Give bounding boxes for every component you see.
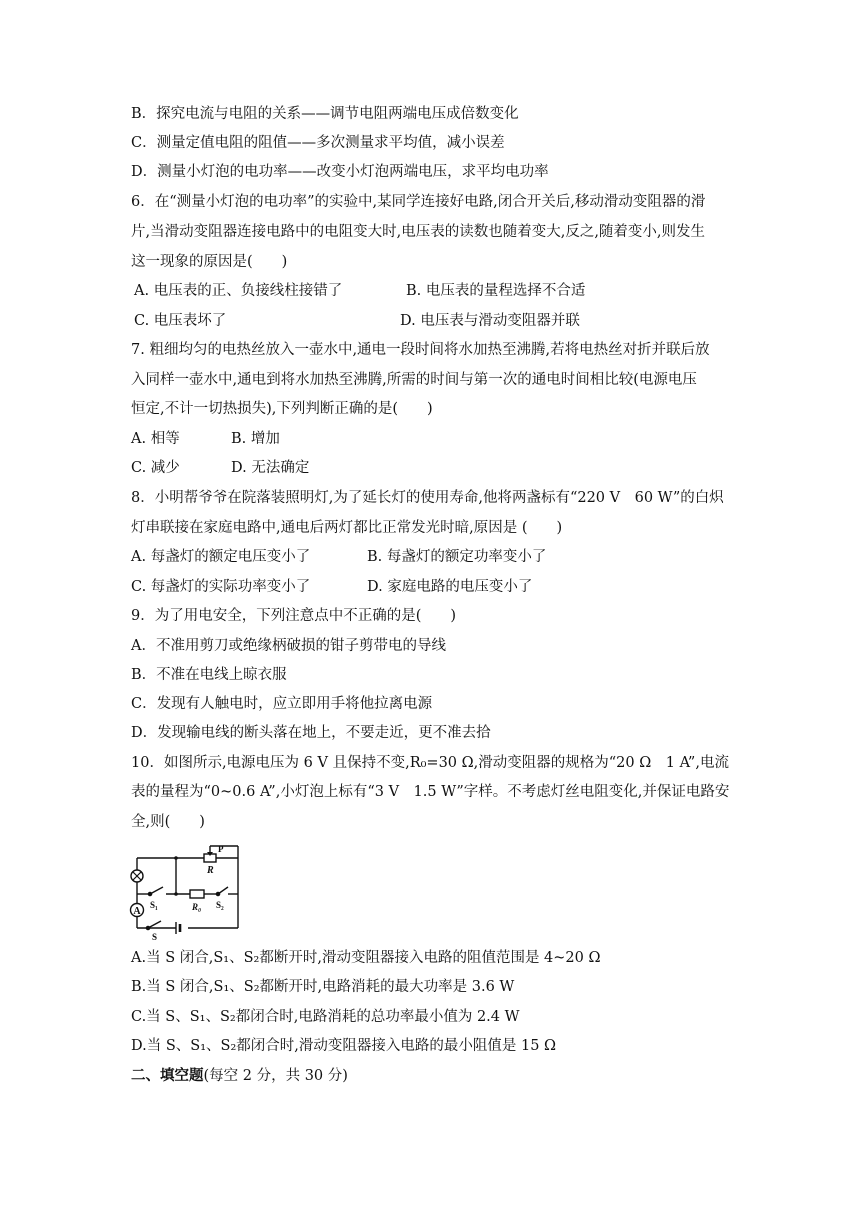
q8-option-d: D. 家庭电路的电压变小了 [367,579,533,595]
label-r: R [207,865,214,876]
label-s2: S₂ [216,900,224,910]
q5-option-b: B．探究电流与电阻的关系——调节电阻两端电压成倍数变化 [131,106,519,122]
q5-option-c: C．测量定值电阻的阻值——多次测量求平均值，减小误差 [131,135,505,151]
q10-stem-line2: 表的量程为“0~0.6 A”,小灯泡上标有“3 V 1.5 W”字样。不考虑灯丝电阻变化,并保证电路安 [131,784,730,800]
q10-stem-line1: 10．如图所示,电源电压为 6 V 且保持不变,R₀=30 Ω,滑动变阻器的规格为“20 Ω 1 A”,电流 [131,755,729,771]
section2-heading [131,1066,348,1086]
q5-option-d: D．测量小灯泡的电功率——改变小灯泡两端电压，求平均电功率 [131,164,549,180]
resistor-r0 [190,890,204,898]
ammeter-symbol [131,904,144,918]
switch-s1 [148,887,163,896]
q6-stem-line3: 这一现象的原因是( ) [131,254,288,270]
q6-option-c: C. 电压表坏了 [134,313,227,329]
switch-s2 [216,887,228,896]
q8-stem-line2: 灯串联接在家庭电路中,通电后两灯都比正常发光时暗,原因是 ( ) [131,520,563,536]
battery-symbol [176,922,180,934]
q6-stem-line1: 6．在“测量小灯泡的电功率”的实验中,某同学连接好电路,闭合开关后,移动滑动变阻器的滑 [131,194,706,210]
q10-stem-line3: 全,则( ) [131,814,205,830]
q8-option-a: A. 每盏灯的额定电压变小了 [131,549,311,565]
q6-option-b: B. 电压表的量程选择不合适 [406,283,586,299]
lamp-symbol [131,870,143,882]
svg-text:A: A [133,906,141,917]
section2-note: (每空 2 分，共 30 分) [203,1068,348,1084]
q8-option-c: C. 每盏灯的实际功率变小了 [131,579,311,595]
q8-option-b: B. 每盏灯的额定功率变小了 [367,549,547,565]
section2-title: 二、填空题 [131,1067,204,1084]
label-s: S [152,932,158,942]
label-s1: S₁ [150,900,158,910]
q10-option-c: C.当 S、S₁、S₂都闭合时,电路消耗的总功率最小值为 2.4 W [131,1009,520,1025]
q6-option-a: A. 电压表的正、负接线柱接错了 [134,283,343,299]
q7-stem-line3: 恒定,不计一切热损失),下列判断正确的是( ) [131,401,433,417]
label-p: P [218,844,224,854]
q6-option-d: D. 电压表与滑动变阻器并联 [400,313,580,329]
q7-stem-line1: 7. 粗细均匀的电热丝放入一壶水中,通电一段时间将水加热至沸腾,若将电热丝对折并联后放 [131,342,710,358]
q9-option-a: A．不准用剪刀或绝缘柄破损的钳子剪带电的导线 [131,638,446,654]
q10-option-a: A.当 S 闭合,S₁、S₂都断开时,滑动变阻器接入电路的阻值范围是 4~20 Ω [131,950,601,966]
q6-stem-line2: 片,当滑动变阻器连接电路中的电阻变大时,电压表的读数也随着变大,反之,随着变小,则发生 [131,224,706,240]
q7-option-d: D. 无法确定 [231,460,310,476]
q7-option-b: B. 增加 [231,431,280,447]
q9-stem: 9．为了用电安全，下列注意点中不正确的是( ) [131,608,457,624]
label-r0: R₀ [192,902,202,912]
q7-stem-line2: 入同样一壶水中,通电到将水加热至沸腾,所需的时间与第一次的通电时间相比较(电源电压 [131,372,697,388]
q9-option-d: D．发现输电线的断头落在地上，不要走近，更不准去拾 [131,725,491,741]
q10-option-b: B.当 S 闭合,S₁、S₂都断开时,电路消耗的最大功率是 3.6 W [131,979,515,995]
q7-option-c: C. 减少 [131,460,180,476]
q9-option-c: C．发现有人触电时，应立即用手将他拉离电源 [131,696,433,712]
circuit-diagram [128,842,244,942]
q8-stem-line1: 8．小明帮爷爷在院落装照明灯,为了延长灯的使用寿命,他将两盏标有“220 V 60 W”的白炽 [131,490,724,506]
q9-option-b: B．不准在电线上晾衣服 [131,667,287,683]
q10-option-d: D.当 S、S₁、S₂都闭合时,滑动变阻器接入电路的最小阻值是 15 Ω [131,1038,557,1054]
q7-option-a: A. 相等 [131,431,180,447]
